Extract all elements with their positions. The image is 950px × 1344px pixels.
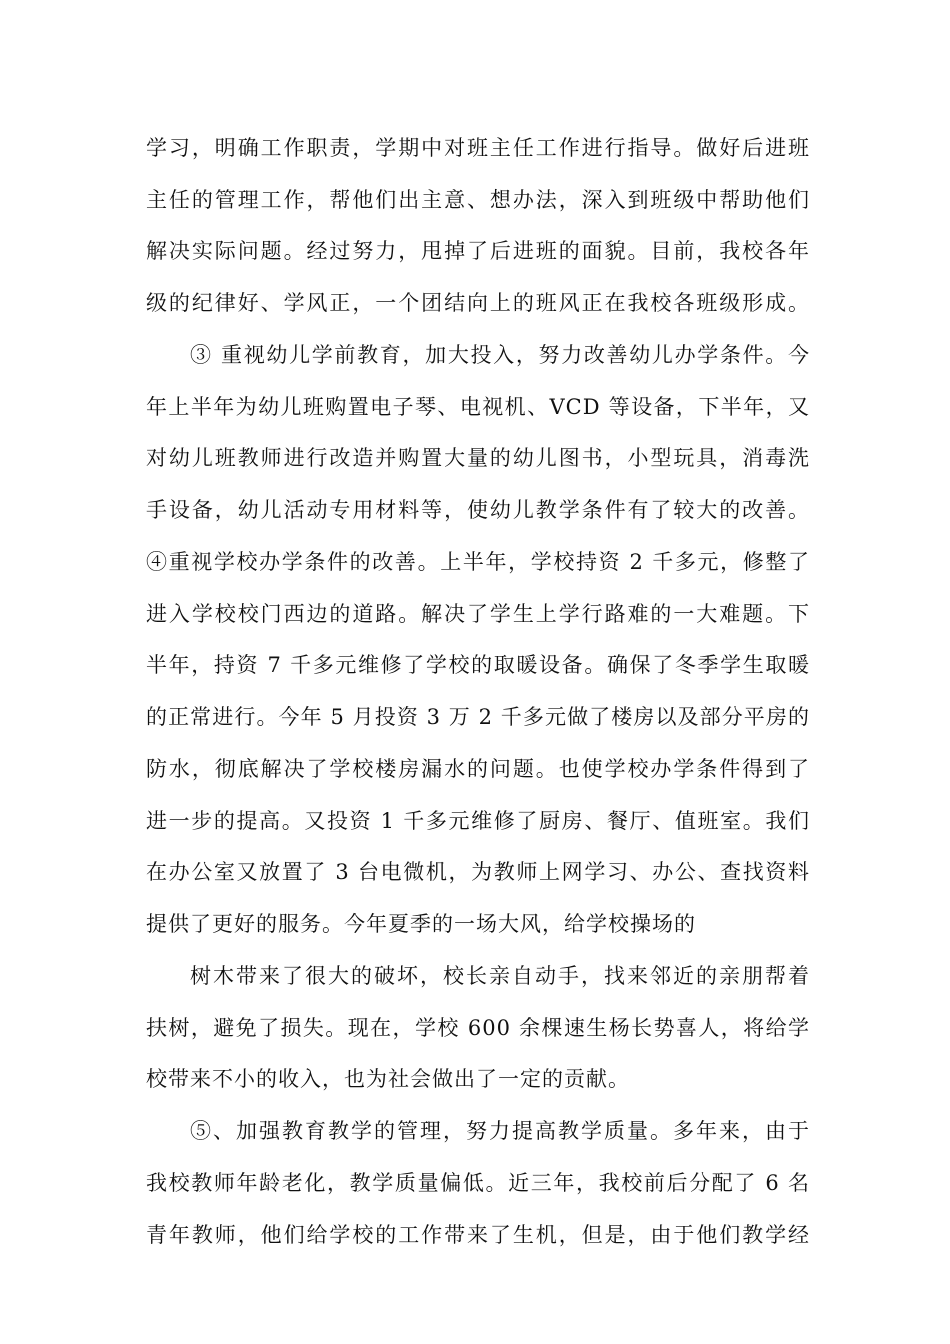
text-line: 解决实际问题。经过努力，甩掉了后进班的面貌。目前，我校各年 (146, 239, 810, 263)
text-line: ④重视学校办学条件的改善。上半年，学校持资 2 千多元，修整了 (146, 550, 810, 574)
text-line: 校带来不小的收入，也为社会做出了一定的贡献。 (146, 1067, 630, 1091)
text-line: 我校教师年龄老化，教学质量偏低。近三年，我校前后分配了 6 名 (146, 1171, 810, 1195)
text-line: 进入学校校门西边的道路。解决了学生上学行路难的一大难题。下 (146, 602, 810, 626)
text-line: ⑤、加强教育教学的管理，努力提高教学质量。多年来，由于 (190, 1119, 810, 1143)
text-line: 手设备，幼儿活动专用材料等，使幼儿教学条件有了较大的改善。 (146, 498, 810, 522)
text-line: 提供了更好的服务。今年夏季的一场大风，给学校操场的 (146, 912, 696, 936)
text-line: 扶树，避免了损失。现在，学校 600 余棵速生杨长势喜人，将给学 (146, 1016, 810, 1040)
text-line: 青年教师，他们给学校的工作带来了生机，但是，由于他们教学经 (146, 1223, 810, 1247)
text-line: 进一步的提高。又投资 1 千多元维修了厨房、餐厅、值班室。我们 (146, 809, 810, 833)
text-line: 对幼儿班教师进行改造并购置大量的幼儿图书，小型玩具，消毒洗 (146, 446, 810, 470)
text-line: 的正常进行。今年 5 月投资 3 万 2 千多元做了楼房以及部分平房的 (146, 705, 810, 729)
text-line: 级的纪律好、学风正，一个团结向上的班风正在我校各班级形成。 (146, 291, 810, 315)
text-line: 学习，明确工作职责，学期中对班主任工作进行指导。做好后进班 (146, 136, 810, 160)
text-line: 半年，持资 7 千多元维修了学校的取暖设备。确保了冬季学生取暖 (146, 653, 810, 677)
text-line: ③ 重视幼儿学前教育，加大投入，努力改善幼儿办学条件。今 (190, 343, 810, 367)
text-line: 树木带来了很大的破坏，校长亲自动手，找来邻近的亲朋帮着 (190, 964, 810, 988)
text-line: 防水，彻底解决了学校楼房漏水的问题。也使学校办学条件得到了 (146, 757, 810, 781)
text-line: 主任的管理工作，帮他们出主意、想办法，深入到班级中帮助他们 (146, 188, 810, 212)
text-line: 年上半年为幼儿班购置电子琴、电视机、VCD 等设备，下半年，又 (146, 395, 810, 419)
text-line: 在办公室又放置了 3 台电微机，为教师上网学习、办公、查找资料 (146, 860, 810, 884)
